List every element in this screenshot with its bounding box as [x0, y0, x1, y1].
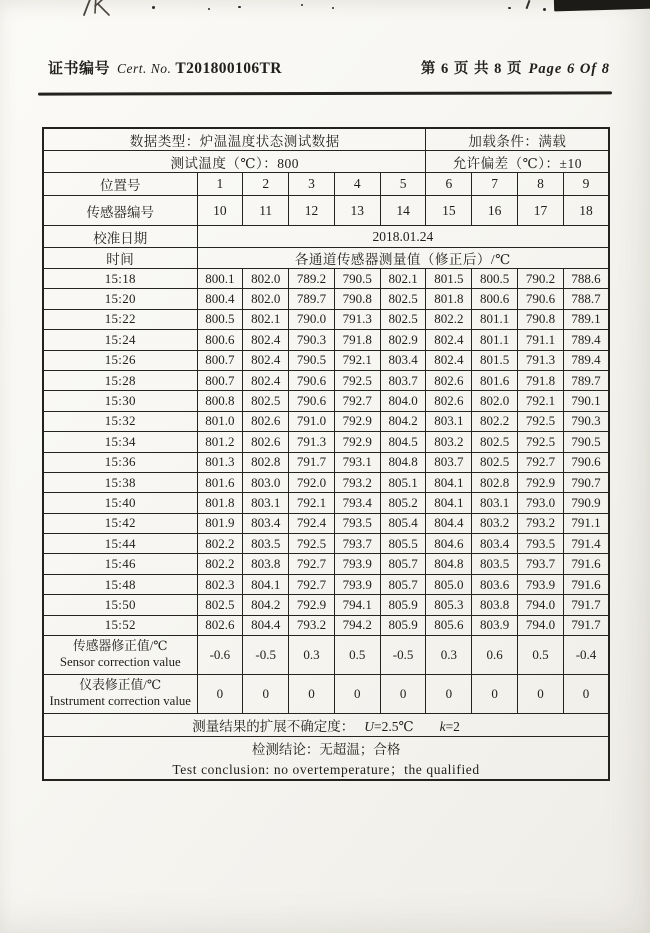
uncertainty-row: [43, 714, 609, 737]
value-cell: 10: [197, 196, 243, 226]
measurement-cell: 803.2: [472, 513, 518, 533]
measurement-cell: 793.5: [334, 513, 380, 533]
page-indicator: [421, 57, 610, 78]
measurement-cell: 802.6: [243, 432, 289, 452]
measurement-cell: 791.8: [518, 370, 564, 390]
page-indicator-cn: 第 6 页 共 8 页: [420, 61, 523, 77]
measurement-cell: 802.0: [472, 391, 518, 411]
measurement-cell: 802.5: [243, 391, 289, 411]
measurement-cell: 790.2: [518, 269, 564, 289]
value-cell: 2: [243, 173, 289, 196]
measurement-cell: 803.1: [472, 493, 518, 513]
measurement-cell: 802.5: [472, 432, 518, 452]
measurement-cell: 790.3: [289, 330, 335, 350]
sensor-correction-label-en: Sensor correction value: [59, 655, 181, 670]
measurement-cell: 790.6: [518, 289, 564, 309]
uncertainty-label: 测量结果的扩展不确定度：: [192, 719, 355, 735]
cert-number-value: T201800106TR: [175, 60, 282, 77]
measurement-cell: 792.9: [518, 472, 564, 492]
measurement-cell: 801.8: [197, 493, 243, 513]
measurement-cell: 803.2: [426, 432, 472, 452]
measurement-cell: 792.9: [334, 411, 380, 431]
measurement-cell: 794.0: [518, 595, 564, 615]
conclusion-en: Test conclusion: no overtemperature；the qualified: [172, 762, 480, 778]
measurement-cell: 802.5: [380, 309, 426, 329]
measurement-cell: 792.9: [289, 595, 335, 615]
measurement-cell: 802.8: [243, 452, 289, 472]
reading-row: [43, 452, 609, 472]
allowed-deviation-cell: 允许偏差（℃）：±10: [426, 151, 609, 173]
measurement-cell: 801.2: [197, 432, 243, 452]
measurement-cell: 802.6: [426, 370, 472, 390]
reading-row: [43, 493, 609, 513]
measurement-cell: 791.6: [563, 574, 609, 594]
scan-speck: [332, 7, 334, 9]
time-cell: 15:24: [43, 330, 197, 350]
scan-speck: [508, 7, 511, 9]
time-cell: 15:28: [43, 370, 197, 390]
value-cell: 0.5: [334, 636, 380, 675]
measurement-cell: 802.4: [243, 370, 289, 390]
measurement-cell: 791.1: [518, 330, 564, 350]
sensor-correction-label: [43, 636, 197, 675]
reading-row: [43, 432, 609, 452]
uncertainty-u-symbol: U: [364, 719, 374, 735]
measurement-cell: 791.7: [563, 615, 609, 635]
time-cell: 15:46: [43, 554, 197, 574]
measurement-cell: 802.4: [243, 330, 289, 350]
measurement-cell: 801.8: [426, 289, 472, 309]
measurement-cell: 802.2: [197, 554, 243, 574]
scan-slash: [526, 0, 531, 9]
reading-row: [43, 534, 609, 554]
reading-row: [43, 269, 609, 289]
measurement-cell: 791.7: [289, 452, 335, 472]
value-cell: 12: [289, 196, 335, 226]
measurement-cell: 790.6: [563, 452, 609, 472]
measurement-cell: 791.0: [289, 411, 335, 431]
measurement-cell: 802.0: [243, 269, 289, 289]
measurement-cell: 803.7: [426, 452, 472, 472]
measurement-cell: 805.2: [380, 493, 426, 513]
time-cell: 15:34: [43, 432, 197, 452]
cert-label-en: Cert. No.: [117, 61, 172, 76]
sensor-correction-label-cn: 传感器修正值/℃: [72, 639, 168, 654]
value-cell: 6: [426, 173, 472, 196]
scan-speck: [152, 6, 155, 9]
sensor-number-row: [43, 196, 609, 226]
load-condition-cell: 加载条件：满载: [426, 128, 609, 151]
time-cell: 15:40: [43, 493, 197, 513]
reading-row: [43, 370, 609, 390]
measurement-cell: 800.5: [472, 269, 518, 289]
measurement-cell: 805.6: [426, 615, 472, 635]
value-cell: 0: [426, 675, 472, 714]
value-cell: 0.3: [426, 636, 472, 675]
measurement-cell: 805.7: [380, 574, 426, 594]
measurement-cell: 804.1: [426, 493, 472, 513]
measurement-cell: 791.1: [563, 513, 609, 533]
measurement-cell: 802.4: [426, 350, 472, 370]
measurement-cell: 803.8: [472, 595, 518, 615]
reading-row: [43, 554, 609, 574]
measurement-cell: 804.8: [380, 452, 426, 472]
measurement-cell: 789.4: [563, 330, 609, 350]
measurement-cell: 804.6: [426, 534, 472, 554]
scan-speck: [208, 8, 210, 10]
measurement-cell: 804.0: [380, 391, 426, 411]
measurement-cell: 803.8: [243, 554, 289, 574]
measurement-cell: 794.2: [334, 615, 380, 635]
header-divider: [38, 91, 612, 95]
reading-row: [43, 615, 609, 635]
value-cell: 0.3: [289, 636, 335, 675]
measurement-cell: 802.2: [472, 411, 518, 431]
reading-row: [43, 309, 609, 329]
reading-row: [43, 574, 609, 594]
measurement-cell: 792.9: [334, 432, 380, 452]
measurement-cell: 788.6: [563, 269, 609, 289]
measurement-cell: 805.5: [380, 534, 426, 554]
uncertainty-u-value: =2.5℃: [373, 719, 414, 735]
time-cell: 15:32: [43, 411, 197, 431]
reading-row: [43, 289, 609, 309]
sensor-correction-row: [43, 636, 609, 675]
value-cell: 0.6: [472, 636, 518, 675]
conclusion-cell: [43, 737, 609, 781]
page-indicator-en: Page 6 Of 8: [528, 61, 610, 77]
measurement-cell: 790.7: [563, 472, 609, 492]
measurement-cell: 792.5: [334, 370, 380, 390]
measurement-cell: 803.5: [472, 554, 518, 574]
measurement-cell: 793.7: [518, 554, 564, 574]
measurement-cell: 792.7: [334, 391, 380, 411]
measurement-cell: 802.5: [472, 452, 518, 472]
measurement-cell: 794.1: [334, 595, 380, 615]
value-cell: 0: [518, 675, 564, 714]
table-row: [43, 151, 609, 173]
measurement-cell: 791.3: [289, 432, 335, 452]
data-type-cell: 数据类型：炉温温度状态测试数据: [43, 128, 426, 151]
measurement-cell: 791.8: [334, 330, 380, 350]
measurement-cell: 805.3: [426, 595, 472, 615]
measurement-cell: 801.3: [197, 452, 243, 472]
measurement-cell: 802.1: [243, 309, 289, 329]
value-cell: 3: [289, 173, 335, 196]
measurement-cell: 792.4: [289, 513, 335, 533]
measurement-cell: 802.3: [197, 574, 243, 594]
calibration-date-value: 2018.01.24: [197, 226, 609, 248]
measurement-cell: 788.7: [563, 289, 609, 309]
value-cell: 13: [334, 196, 380, 226]
measurement-cell: 804.4: [426, 513, 472, 533]
measurement-cell: 789.2: [289, 269, 335, 289]
position-label: 位置号: [43, 173, 197, 196]
measurement-cell: 792.1: [518, 391, 564, 411]
measurement-cell: 793.9: [334, 554, 380, 574]
value-cell: 0: [563, 675, 609, 714]
measurement-cell: 790.8: [334, 289, 380, 309]
measurement-cell: 801.9: [197, 513, 243, 533]
measurement-cell: 801.1: [472, 309, 518, 329]
measurement-cell: 802.6: [426, 391, 472, 411]
calibration-date-row: [43, 226, 609, 248]
measurement-cell: 805.9: [380, 615, 426, 635]
measurement-cell: 790.1: [563, 391, 609, 411]
measurement-cell: 800.8: [197, 391, 243, 411]
measurement-cell: 792.5: [518, 411, 564, 431]
value-cell: 18: [563, 196, 609, 226]
channel-measure-header: 各通道传感器测量值（修正后）/℃: [197, 248, 609, 269]
measurement-cell: 801.6: [472, 370, 518, 390]
measurement-cell: 791.3: [518, 350, 564, 370]
scan-speck: [238, 6, 241, 8]
measurement-cell: 793.7: [334, 534, 380, 554]
uncertainty-k-symbol: k: [439, 719, 446, 735]
measurement-cell: 800.5: [197, 309, 243, 329]
sensor-label: 传感器编号: [43, 196, 197, 226]
measurement-cell: 790.6: [289, 391, 335, 411]
value-cell: 8: [518, 173, 564, 196]
value-cell: 9: [563, 173, 609, 196]
conclusion-cn: 检测结论：无超温；合格: [251, 742, 401, 758]
time-cell: 15:26: [43, 350, 197, 370]
measurement-cell: 804.5: [380, 432, 426, 452]
measurement-cell: 792.7: [518, 452, 564, 472]
time-cell: 15:52: [43, 615, 197, 635]
measurement-cell: 803.4: [380, 350, 426, 370]
scan-speck: [543, 8, 546, 11]
value-cell: 4: [334, 173, 380, 196]
measurement-cell: 790.5: [289, 350, 335, 370]
time-cell: 15:50: [43, 595, 197, 615]
measurement-cell: 792.7: [289, 574, 335, 594]
measurement-cell: 803.9: [472, 615, 518, 635]
reading-row: [43, 513, 609, 533]
measurement-cell: 801.0: [197, 411, 243, 431]
measurement-cell: 802.4: [426, 330, 472, 350]
measurement-cell: 800.6: [197, 330, 243, 350]
measurement-cell: 802.6: [197, 615, 243, 635]
value-cell: 15: [426, 196, 472, 226]
measurement-cell: 800.6: [472, 289, 518, 309]
measurement-cell: 793.4: [334, 493, 380, 513]
readings-body: [43, 269, 609, 636]
measurement-cell: 793.2: [334, 472, 380, 492]
scan-edge-artifact: [554, 0, 650, 11]
value-cell: 0: [289, 675, 335, 714]
measurement-cell: 803.7: [380, 370, 426, 390]
measurement-cell: 802.4: [243, 350, 289, 370]
test-temperature-cell: 测试温度（℃）：800: [43, 151, 426, 173]
conclusion-row: [43, 737, 609, 781]
value-cell: 0: [243, 675, 289, 714]
value-cell: 0: [197, 675, 243, 714]
measurement-cell: 801.1: [472, 330, 518, 350]
measurement-cell: 793.0: [518, 493, 564, 513]
time-cell: 15:18: [43, 269, 197, 289]
uncertainty-cell: [43, 714, 609, 737]
measurement-cell: 790.3: [563, 411, 609, 431]
cert-label-cn: 证书编号: [48, 61, 111, 77]
measurement-cell: 800.1: [197, 269, 243, 289]
measurement-cell: 803.4: [472, 534, 518, 554]
instrument-correction-label: [43, 675, 197, 714]
measurement-cell: 789.1: [563, 309, 609, 329]
measurement-cell: 793.5: [518, 534, 564, 554]
measurement-cell: 801.6: [197, 472, 243, 492]
measurement-cell: 793.9: [518, 574, 564, 594]
value-cell: 7: [472, 173, 518, 196]
value-cell: -0.5: [380, 636, 426, 675]
measurement-cell: 805.7: [380, 554, 426, 574]
reading-row: [43, 391, 609, 411]
measurement-cell: 804.1: [426, 472, 472, 492]
measurement-cell: 800.7: [197, 370, 243, 390]
measurement-cell: 802.5: [380, 289, 426, 309]
certificate-number: [48, 57, 282, 78]
position-row: [43, 173, 609, 196]
time-label: 时间: [43, 248, 197, 269]
measurement-cell: 793.2: [518, 513, 564, 533]
measurement-cell: 801.5: [426, 269, 472, 289]
measurement-cell: 805.4: [380, 513, 426, 533]
measurement-cell: 790.9: [563, 493, 609, 513]
measurement-cell: 803.1: [426, 411, 472, 431]
reading-row: [43, 350, 609, 370]
measurement-cell: 800.7: [197, 350, 243, 370]
measurement-cell: 802.9: [380, 330, 426, 350]
pen-scribble-mark: [80, 0, 126, 19]
measurement-cell: 802.6: [243, 411, 289, 431]
time-cell: 15:30: [43, 391, 197, 411]
measurement-cell: 803.0: [243, 472, 289, 492]
measurement-cell: 790.6: [289, 370, 335, 390]
measurement-cell: 792.1: [289, 493, 335, 513]
time-cell: 15:36: [43, 452, 197, 472]
value-cell: 14: [380, 196, 426, 226]
measurement-cell: 805.0: [426, 574, 472, 594]
measurement-cell: 789.7: [563, 370, 609, 390]
measurement-cell: 790.5: [334, 269, 380, 289]
uncertainty-k-value: =2: [445, 719, 460, 735]
value-cell: -0.4: [563, 636, 609, 675]
measurement-cell: 804.2: [243, 595, 289, 615]
value-cell: 16: [472, 196, 518, 226]
time-cell: 15:48: [43, 574, 197, 594]
furnace-test-data-table: [42, 127, 610, 781]
measurement-cell: 800.4: [197, 289, 243, 309]
measurement-cell: 790.0: [289, 309, 335, 329]
value-cell: 0: [380, 675, 426, 714]
measurement-cell: 791.4: [563, 534, 609, 554]
page-header: [48, 57, 610, 78]
value-cell: 11: [243, 196, 289, 226]
measurement-cell: 802.1: [380, 269, 426, 289]
time-cell: 15:44: [43, 534, 197, 554]
time-cell: 15:22: [43, 309, 197, 329]
value-cell: -0.5: [243, 636, 289, 675]
measurement-cell: 802.8: [472, 472, 518, 492]
instrument-correction-row: [43, 675, 609, 714]
measurement-cell: 802.0: [243, 289, 289, 309]
measurement-cell: 803.4: [243, 513, 289, 533]
measurement-cell: 790.8: [518, 309, 564, 329]
measurement-cell: 805.9: [380, 595, 426, 615]
value-cell: 0: [334, 675, 380, 714]
measurement-cell: 790.5: [563, 432, 609, 452]
value-cell: 0: [472, 675, 518, 714]
measurement-cell: 805.1: [380, 472, 426, 492]
measurement-cell: 792.5: [518, 432, 564, 452]
measurement-cell: 803.5: [243, 534, 289, 554]
measurement-cell: 789.7: [289, 289, 335, 309]
reading-row: [43, 330, 609, 350]
reading-row: [43, 472, 609, 492]
value-cell: 5: [380, 173, 426, 196]
value-cell: -0.6: [197, 636, 243, 675]
measurement-cell: 804.8: [426, 554, 472, 574]
measurement-cell: 792.1: [334, 350, 380, 370]
measurement-cell: 789.4: [563, 350, 609, 370]
time-cell: 15:38: [43, 472, 197, 492]
scan-speck: [301, 4, 303, 6]
measurement-cell: 792.7: [289, 554, 335, 574]
measurement-cell: 802.2: [197, 534, 243, 554]
measurement-cell: 793.9: [334, 574, 380, 594]
instrument-correction-label-cn: 仪表修正值/℃: [79, 678, 162, 693]
measurement-cell: 793.1: [334, 452, 380, 472]
measurement-cell: 793.2: [289, 615, 335, 635]
measurement-cell: 803.1: [243, 493, 289, 513]
measurement-cell: 804.2: [380, 411, 426, 431]
value-cell: 17: [518, 196, 564, 226]
value-cell: 1: [197, 173, 243, 196]
measurement-cell: 792.0: [289, 472, 335, 492]
measurement-cell: 802.5: [197, 595, 243, 615]
value-cell: 0.5: [518, 636, 564, 675]
time-cell: 15:42: [43, 513, 197, 533]
instrument-correction-label-en: Instrument correction value: [49, 694, 191, 709]
time-cell: 15:20: [43, 289, 197, 309]
measurement-cell: 791.6: [563, 554, 609, 574]
measurement-cell: 804.1: [243, 574, 289, 594]
reading-row: [43, 411, 609, 431]
calibration-label: 校准日期: [43, 226, 197, 248]
measurement-cell: 804.4: [243, 615, 289, 635]
measurement-cell: 802.2: [426, 309, 472, 329]
measurement-cell: 791.7: [563, 595, 609, 615]
measurement-cell: 791.3: [334, 309, 380, 329]
measurement-cell: 792.5: [289, 534, 335, 554]
time-header-row: [43, 248, 609, 269]
measurement-cell: 801.5: [472, 350, 518, 370]
reading-row: [43, 595, 609, 615]
measurement-cell: 803.6: [472, 574, 518, 594]
measurement-cell: 794.0: [518, 615, 564, 635]
table-row: [43, 128, 609, 151]
